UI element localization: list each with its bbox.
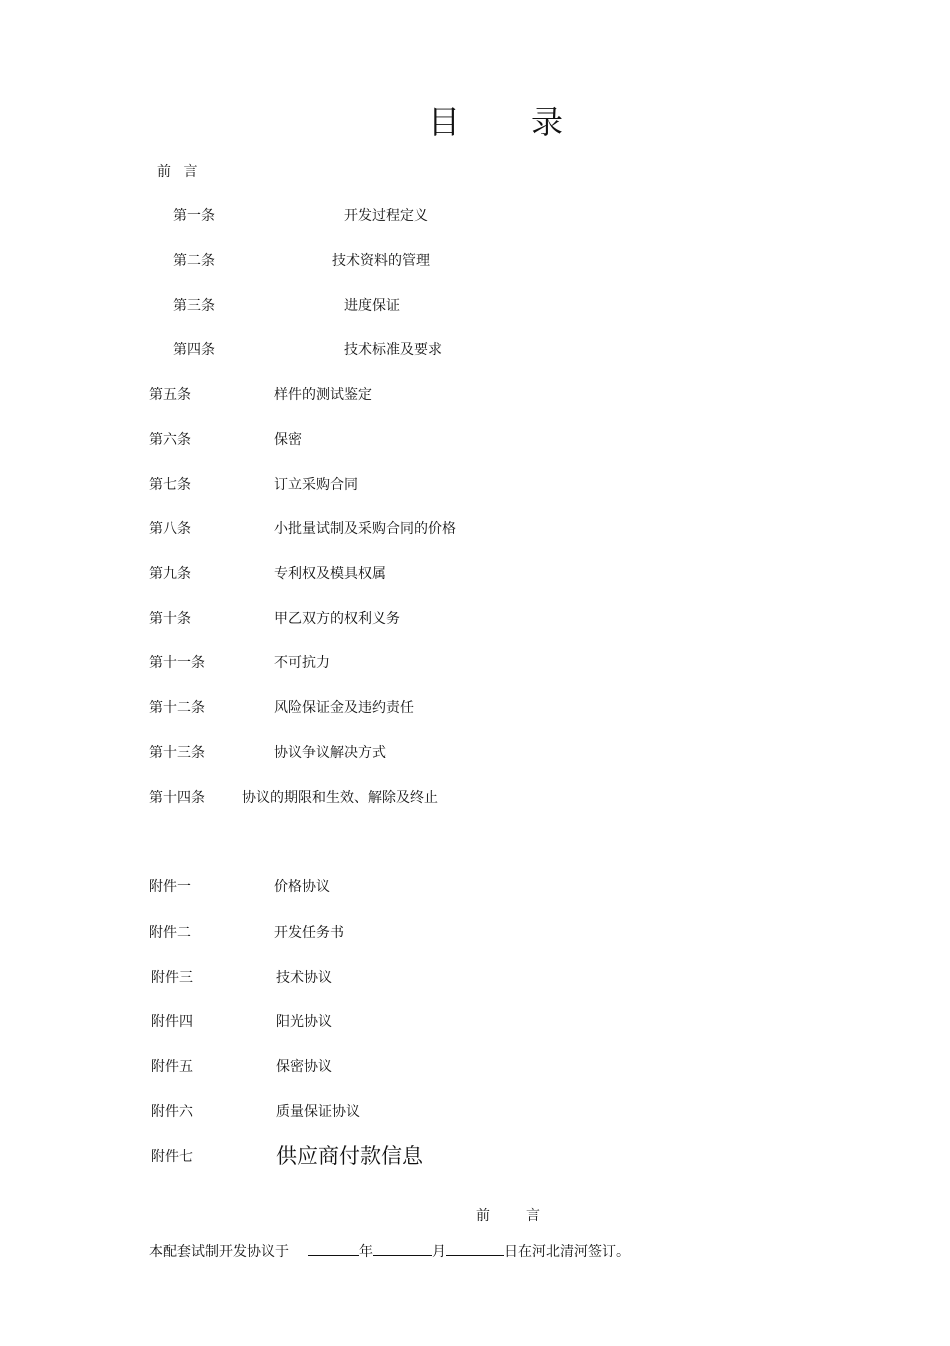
toc-article-title: 协议的期限和生效、解除及终止	[242, 790, 438, 806]
day-blank	[446, 1241, 504, 1256]
toc-attachment-number: 附件六	[151, 1104, 193, 1120]
preface-sentence	[149, 1241, 630, 1259]
toc-article-title: 技术标准及要求	[344, 342, 442, 358]
toc-article-number: 第八条	[149, 521, 191, 537]
toc-article-number: 第十四条	[149, 790, 205, 806]
toc-article-title: 甲乙双方的权利义务	[274, 611, 400, 627]
preface-heading-left: 前	[476, 1208, 490, 1224]
toc-article-number: 第四条	[173, 342, 215, 358]
toc-attachment-number: 附件一	[149, 879, 191, 895]
toc-article-title: 风险保证金及违约责任	[274, 700, 414, 716]
toc-article-number: 第十三条	[149, 745, 205, 761]
toc-article-number: 第十一条	[149, 655, 205, 671]
year-label: 年	[359, 1244, 373, 1260]
toc-attachment-title: 技术协议	[276, 970, 332, 986]
year-blank	[308, 1241, 359, 1256]
toc-attachment-number: 附件三	[151, 970, 193, 986]
toc-article-number: 第一条	[173, 208, 215, 224]
toc-article-number: 第十二条	[149, 700, 205, 716]
toc-article-title: 开发过程定义	[344, 208, 428, 224]
toc-title-left: 目	[428, 103, 461, 141]
toc-article-title: 订立采购合同	[274, 477, 358, 493]
toc-article-number: 第五条	[149, 387, 191, 403]
toc-preface-label: 前 言	[157, 164, 202, 180]
toc-attachment-number: 附件七	[151, 1149, 193, 1165]
toc-title-right: 录	[531, 103, 564, 141]
toc-article-title: 专利权及模具权属	[274, 566, 386, 582]
toc-article-title: 协议争议解决方式	[274, 745, 386, 761]
toc-attachment-number: 附件四	[151, 1014, 193, 1030]
toc-attachment-title: 供应商付款信息	[276, 1144, 423, 1168]
preface-heading-right: 言	[526, 1208, 540, 1224]
toc-attachment-title: 保密协议	[276, 1059, 332, 1075]
toc-article-number: 第九条	[149, 566, 191, 582]
toc-article-title: 保密	[274, 432, 302, 448]
toc-attachment-title: 阳光协议	[276, 1014, 332, 1030]
toc-article-number: 第十条	[149, 611, 191, 627]
toc-article-number: 第二条	[173, 253, 215, 269]
toc-attachment-number: 附件五	[151, 1059, 193, 1075]
toc-article-number: 第三条	[173, 298, 215, 314]
toc-attachment-title: 质量保证协议	[276, 1104, 360, 1120]
month-label: 月	[432, 1244, 446, 1260]
toc-attachment-number: 附件二	[149, 925, 191, 941]
toc-article-title: 技术资料的管理	[332, 253, 430, 269]
toc-article-number: 第七条	[149, 477, 191, 493]
month-blank	[373, 1241, 432, 1256]
toc-article-title: 样件的测试鉴定	[274, 387, 372, 403]
toc-article-title: 小批量试制及采购合同的价格	[274, 521, 456, 537]
preface-sentence-start: 本配套试制开发协议于	[149, 1244, 289, 1260]
preface-sentence-end: 日在河北清河签订。	[504, 1244, 630, 1260]
toc-article-title: 不可抗力	[274, 655, 330, 671]
toc-article-number: 第六条	[149, 432, 191, 448]
toc-attachment-title: 价格协议	[274, 879, 330, 895]
toc-article-title: 进度保证	[344, 298, 400, 314]
toc-attachment-title: 开发任务书	[274, 925, 344, 941]
